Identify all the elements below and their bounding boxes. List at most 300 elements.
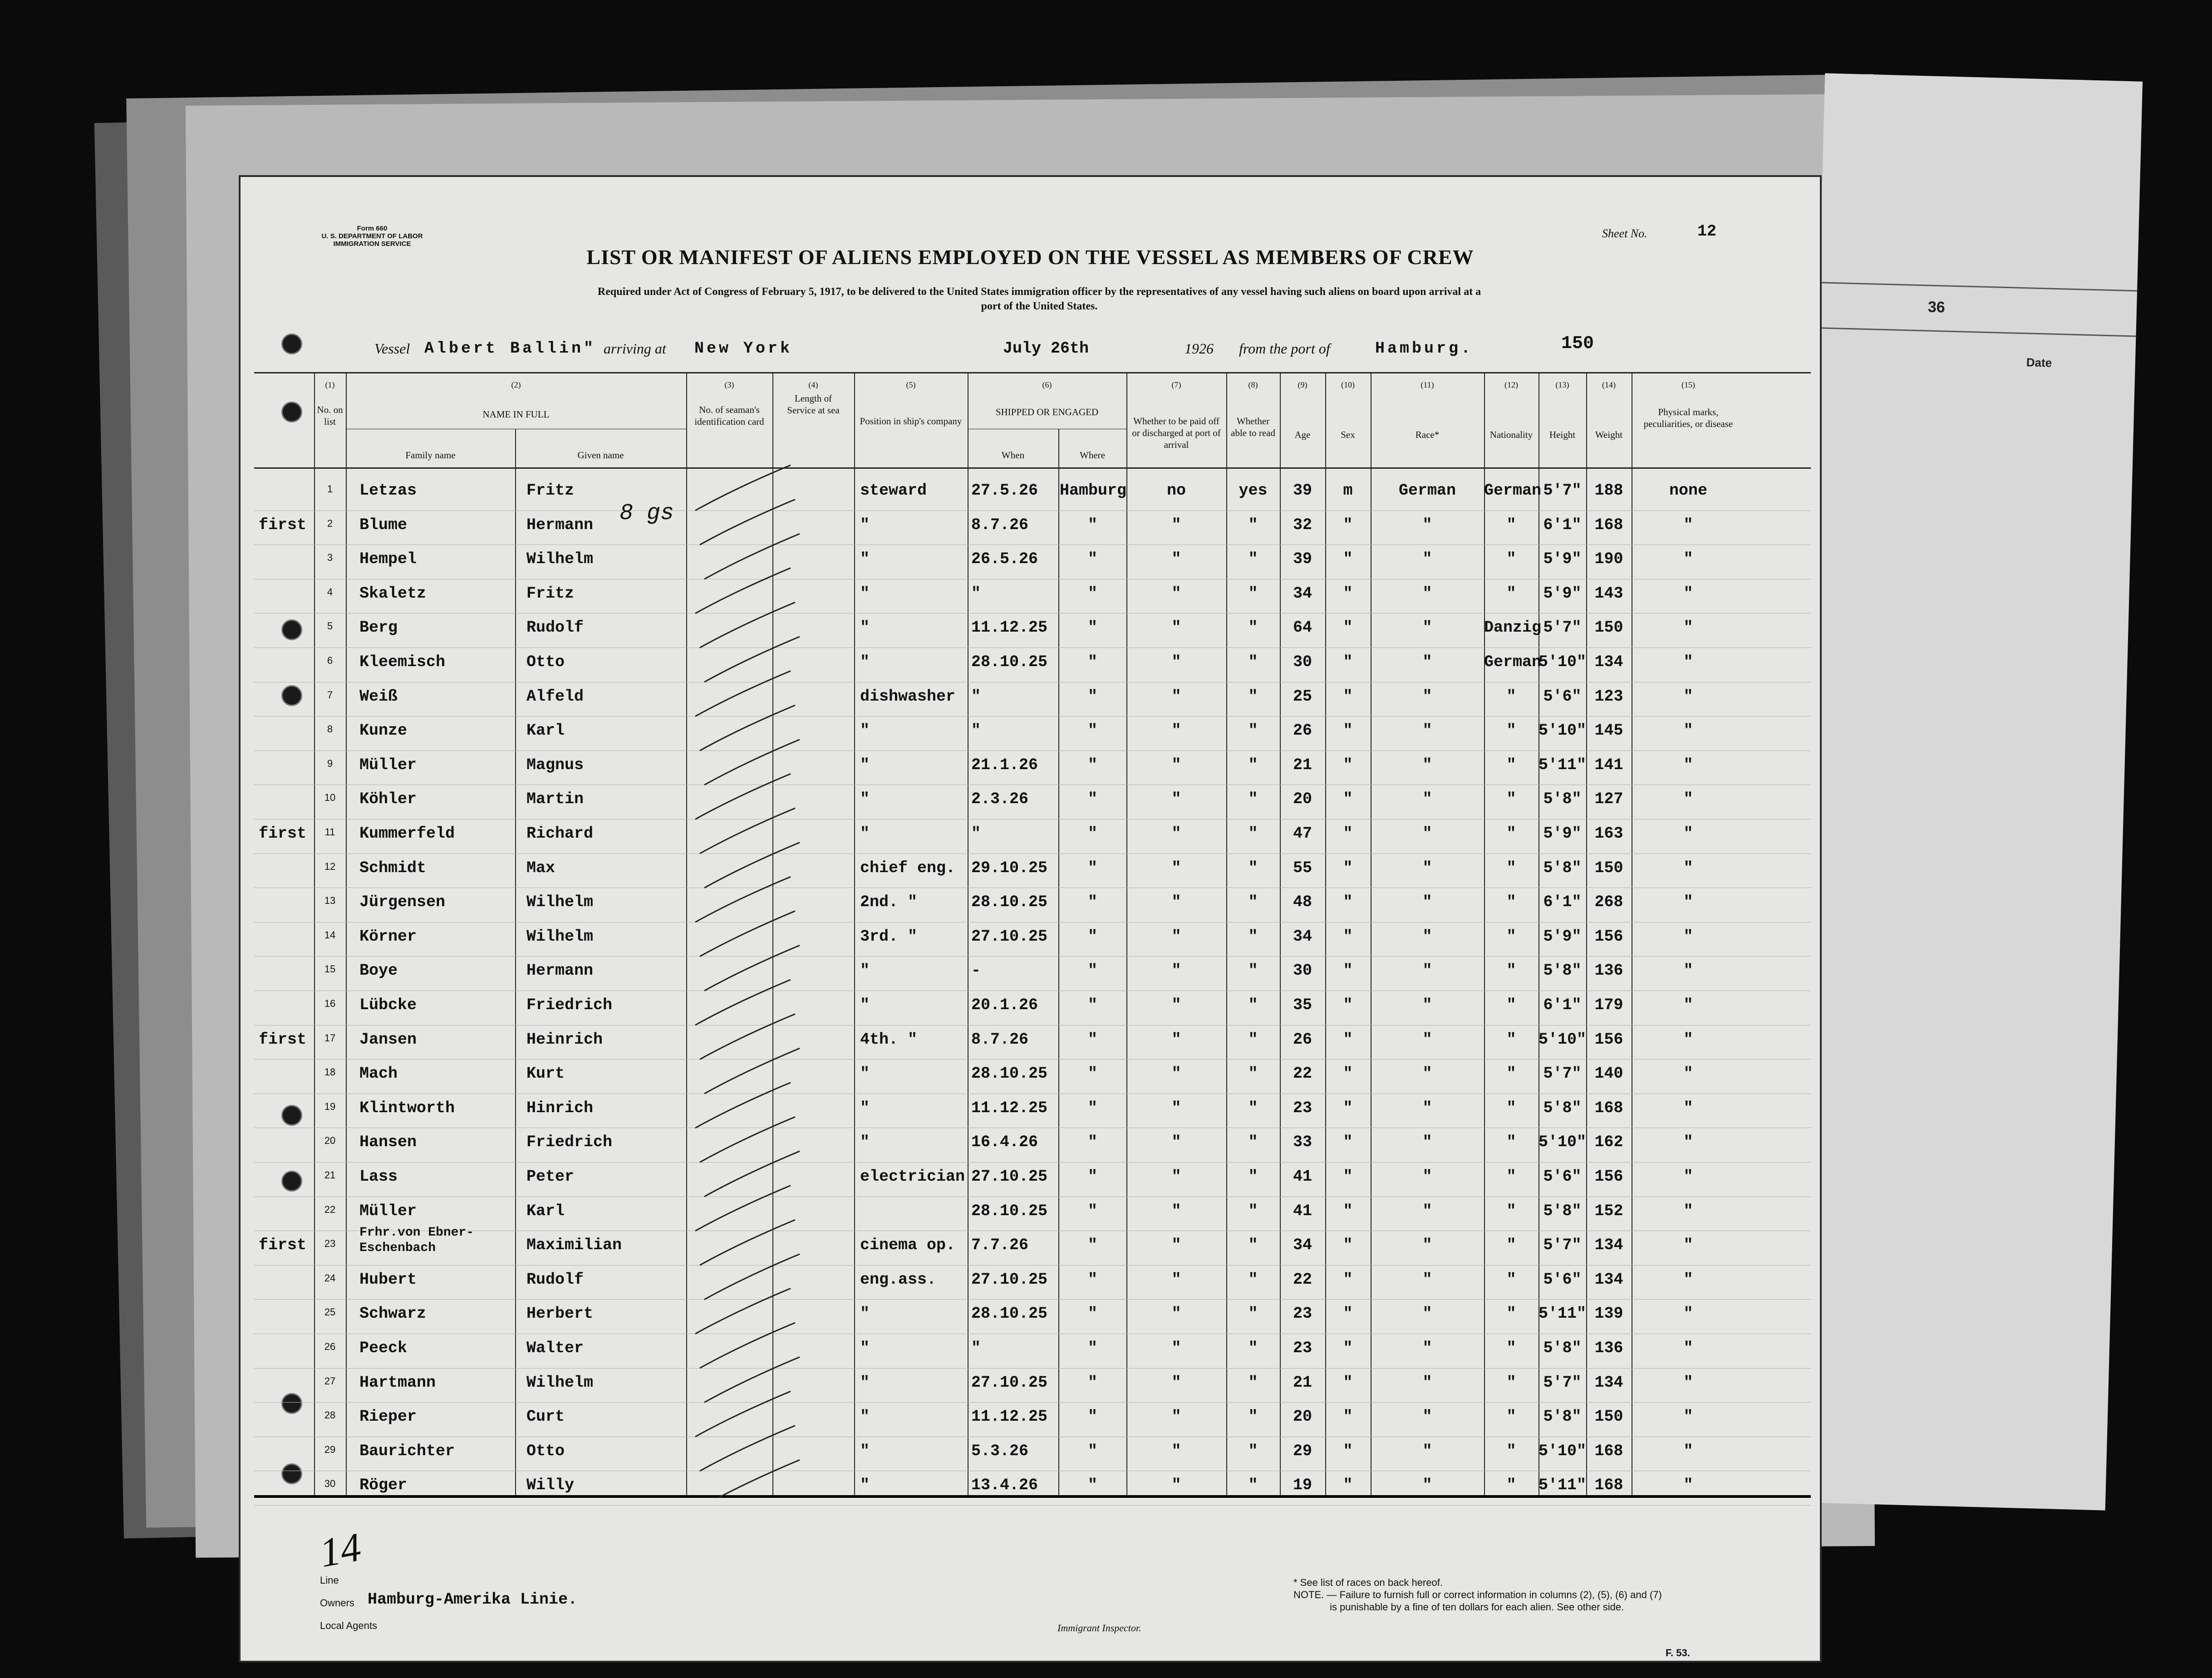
family-name-cell: Köhler: [359, 790, 417, 809]
shipped-when-cell: 5.3.26: [971, 1442, 1029, 1460]
race-cell: ": [1422, 927, 1432, 946]
row-number-cell: 22: [324, 1203, 336, 1215]
family-name-cell: Kunze: [359, 721, 408, 740]
nationality-cell: ": [1506, 1236, 1516, 1255]
height-cell: 5'7": [1543, 618, 1582, 637]
nationality-cell: ": [1506, 1339, 1516, 1357]
nationality-cell: ": [1506, 962, 1516, 980]
row-number-cell: 4: [327, 586, 333, 598]
given-name-cell: Richard: [526, 824, 594, 843]
sex-cell: ": [1343, 1065, 1353, 1083]
sex-cell: ": [1343, 790, 1353, 809]
race-cell: ": [1422, 1236, 1432, 1255]
punch-hole: [281, 402, 302, 422]
shipped-where-cell: ": [1087, 550, 1097, 569]
pen-stroke: [700, 911, 795, 957]
passenger-count: 150: [1561, 334, 1594, 354]
sheet-number: 12: [1697, 222, 1717, 240]
shipped-where-cell: ": [1087, 1030, 1097, 1049]
sex-cell: ": [1343, 996, 1353, 1014]
nationality-cell: ": [1506, 1408, 1516, 1426]
age-cell: 39: [1293, 550, 1312, 569]
given-name-cell: Karl: [526, 1202, 565, 1220]
family-name-cell: Müller: [359, 756, 417, 774]
form-title: LIST OR MANIFEST OF ALIENS EMPLOYED ON THE VESSEL AS MEMBERS OF CREW: [586, 245, 1474, 269]
sex-cell: ": [1343, 893, 1353, 912]
family-name-cell: Röger: [359, 1476, 408, 1495]
col-8-number: (8): [1248, 380, 1258, 389]
shipped-when-cell: 11.12.25: [971, 1408, 1048, 1426]
age-cell: 48: [1293, 893, 1312, 912]
row-number-cell: 30: [324, 1478, 336, 1490]
weight-cell: 156: [1594, 1030, 1623, 1049]
col-4-header: Length of Service at sea: [787, 393, 840, 416]
sex-cell: ": [1343, 1133, 1353, 1152]
shipped-when-cell: 2.3.26: [971, 790, 1029, 809]
sex-cell: ": [1343, 1030, 1353, 1049]
weight-cell: 140: [1594, 1065, 1623, 1083]
pen-stroke: [700, 808, 795, 854]
row-number-cell: 11: [324, 826, 335, 838]
given-name-cell: Hinrich: [526, 1099, 594, 1117]
weight-cell: 143: [1594, 584, 1623, 603]
col-10-header: Sex: [1341, 429, 1355, 440]
age-cell: 20: [1293, 790, 1312, 809]
physical-marks-cell: ": [1683, 1476, 1693, 1495]
line-label: Line: [320, 1575, 339, 1586]
race-cell: ": [1422, 584, 1432, 603]
given-name-cell: Rudolf: [526, 1270, 584, 1289]
paid-off-cell: ": [1171, 1408, 1181, 1426]
nationality-cell: ": [1506, 927, 1516, 946]
weight-cell: 134: [1594, 653, 1623, 671]
nationality-cell: ": [1506, 996, 1516, 1014]
family-name-cell: Blume: [359, 515, 408, 534]
paid-off-cell: ": [1171, 790, 1181, 809]
table-row: [241, 1130, 1820, 1165]
weight-cell: 134: [1594, 1236, 1623, 1255]
physical-marks-cell: ": [1683, 1168, 1693, 1186]
race-cell: ": [1422, 1030, 1432, 1049]
row-number-cell: 23: [324, 1238, 336, 1250]
penalty-note-line-1: NOTE. — Failure to furnish full or correct information in columns (2), (5), (6) and (7): [1293, 1589, 1662, 1600]
col-14-header: Weight: [1595, 429, 1623, 440]
height-cell: 5'8": [1543, 1202, 1582, 1220]
height-cell: 5'10": [1539, 1133, 1587, 1152]
shipped-when-cell: ": [971, 824, 981, 843]
given-name-cell: Otto: [526, 1442, 565, 1460]
row-number-cell: 1: [327, 483, 333, 495]
paid-off-cell: ": [1171, 893, 1181, 912]
row-number-cell: 6: [327, 655, 333, 666]
race-cell: ": [1422, 618, 1432, 637]
shipped-where-cell: ": [1087, 1442, 1097, 1460]
race-cell: ": [1422, 687, 1432, 706]
row-number-cell: 3: [327, 552, 333, 564]
form-subtitle-line-2: port of the United States.: [981, 300, 1098, 312]
shipped-where-cell: ": [1087, 687, 1097, 706]
family-name-cell: Hubert: [359, 1270, 417, 1289]
shipped-when-cell: 28.10.25: [971, 1065, 1048, 1083]
position-cell: dishwasher: [860, 687, 956, 706]
sex-cell: ": [1343, 1099, 1353, 1117]
weight-cell: 136: [1594, 1339, 1623, 1357]
weight-cell: 168: [1594, 1099, 1623, 1117]
race-cell: ": [1422, 962, 1432, 980]
table-row: [241, 1165, 1820, 1199]
pen-stroke: [704, 1460, 800, 1497]
age-cell: 41: [1293, 1202, 1312, 1220]
able-to-read-cell: ": [1248, 584, 1258, 603]
race-cell: ": [1422, 790, 1432, 809]
pen-stroke: [695, 1186, 791, 1231]
physical-marks-cell: ": [1683, 618, 1693, 637]
weight-cell: 156: [1594, 1168, 1623, 1186]
position-cell: ": [860, 550, 870, 569]
race-cell: ": [1422, 721, 1432, 740]
given-name-cell: Kurt: [526, 1065, 565, 1083]
col-11-number: (11): [1421, 380, 1434, 389]
family-name-cell: Schmidt: [359, 859, 427, 877]
weight-cell: 168: [1594, 515, 1623, 534]
pen-stroke: [704, 740, 800, 785]
table-row: [241, 1439, 1820, 1474]
shipped-where-cell: ": [1087, 1065, 1097, 1083]
position-cell: ": [860, 721, 870, 740]
race-cell: ": [1422, 1133, 1432, 1152]
owners-label: Owners: [320, 1597, 354, 1609]
physical-marks-cell: ": [1683, 687, 1693, 706]
weight-cell: 168: [1594, 1442, 1623, 1460]
table-row: [241, 1028, 1820, 1062]
family-name-cell: Lübcke: [359, 996, 417, 1014]
pen-stroke: [695, 877, 791, 922]
age-cell: 23: [1293, 1339, 1312, 1357]
row-number-cell: 20: [324, 1135, 336, 1147]
shipped-where-cell: ": [1087, 859, 1097, 877]
col-9-number: (9): [1298, 380, 1308, 389]
row-number-cell: 16: [324, 998, 336, 1009]
able-to-read-cell: ": [1248, 996, 1258, 1014]
col-6-header: SHIPPED OR ENGAGED: [995, 407, 1099, 417]
nationality-cell: ": [1506, 584, 1516, 603]
family-name-cell: Peeck: [359, 1339, 408, 1357]
shipped-when-cell: 27.10.25: [971, 1270, 1048, 1289]
col-5-number: (5): [906, 380, 916, 389]
shipped-when-cell: 11.12.25: [971, 1099, 1048, 1117]
race-cell: ": [1422, 1373, 1432, 1392]
col-3-header: No. of seaman's identification card: [694, 404, 764, 427]
paid-off-cell: ": [1171, 1065, 1181, 1083]
col-15-number: (15): [1681, 380, 1695, 389]
race-cell: German: [1398, 481, 1456, 500]
shipped-when-cell: 11.12.25: [971, 618, 1048, 637]
race-cell: ": [1422, 996, 1432, 1014]
family-name-cell: Baurichter: [359, 1442, 455, 1460]
shipped-where-cell: Hamburg: [1060, 481, 1127, 500]
physical-marks-cell: ": [1683, 1133, 1693, 1152]
given-name-cell: Otto: [526, 653, 565, 671]
table-row: [241, 1405, 1820, 1439]
pen-stroke: [700, 1117, 795, 1162]
row-number-cell: 26: [324, 1341, 336, 1352]
col-2-header: NAME IN FULL: [482, 409, 550, 420]
row-number-cell: 25: [324, 1306, 336, 1318]
weight-cell: 156: [1594, 927, 1623, 946]
table-row: [241, 616, 1820, 650]
paid-off-cell: ": [1171, 1270, 1181, 1289]
pen-stroke: [695, 465, 791, 510]
shipped-where-cell: ": [1087, 927, 1097, 946]
weight-cell: 190: [1594, 550, 1623, 569]
col-1-number: (1): [325, 380, 335, 389]
punch-hole: [281, 334, 302, 354]
pen-stroke: [704, 1357, 800, 1403]
row-number-cell: 7: [327, 689, 333, 701]
position-cell: ": [860, 756, 870, 774]
shipped-when-cell: 27.5.26: [971, 481, 1038, 500]
handwritten-line-mark: 14: [316, 1524, 364, 1576]
age-cell: 26: [1293, 1030, 1312, 1049]
family-name-cell: Kummerfeld: [359, 824, 455, 843]
pen-stroke: [695, 980, 791, 1025]
position-cell: ": [860, 1065, 870, 1083]
position-cell: ": [860, 515, 870, 534]
shipped-where-cell: ": [1087, 653, 1097, 671]
table-row: [241, 547, 1820, 582]
sex-cell: ": [1343, 1305, 1353, 1323]
family-name-cell: Weiß: [359, 687, 398, 706]
age-cell: 22: [1293, 1065, 1312, 1083]
physical-marks-cell: ": [1683, 1030, 1693, 1049]
sex-cell: ": [1343, 1476, 1353, 1495]
sex-cell: ": [1343, 618, 1353, 637]
age-cell: 21: [1293, 1373, 1312, 1392]
position-cell: electrician: [860, 1168, 965, 1186]
given-name-cell: Friedrich: [526, 996, 613, 1014]
given-name-cell: Wilhelm: [526, 550, 594, 569]
arrival-year: 1926: [1185, 340, 1214, 357]
physical-marks-cell: ": [1683, 584, 1693, 603]
row-number-cell: 17: [324, 1032, 336, 1044]
height-cell: 5'11": [1539, 1305, 1587, 1323]
age-cell: 26: [1293, 721, 1312, 740]
weight-cell: 163: [1594, 824, 1623, 843]
paid-off-cell: ": [1171, 1442, 1181, 1460]
vessel-label: Vessel: [374, 340, 410, 357]
height-cell: 6'1": [1543, 996, 1582, 1014]
row-number-cell: 10: [324, 792, 336, 804]
physical-marks-cell: ": [1683, 550, 1693, 569]
able-to-read-cell: ": [1248, 1442, 1258, 1460]
col-6-number: (6): [1042, 380, 1052, 389]
arrival-date: July 26th: [1003, 339, 1089, 358]
pen-stroke: [695, 671, 791, 716]
weight-cell: 134: [1594, 1270, 1623, 1289]
family-name-cell: Skaletz: [359, 584, 427, 603]
row-number-cell: 2: [327, 517, 333, 529]
table-row: [241, 753, 1820, 788]
sex-cell: ": [1343, 1339, 1353, 1357]
height-cell: 5'7": [1543, 481, 1582, 500]
table-top-rule: [254, 372, 1811, 373]
arriving-at-label: arriving at: [604, 340, 666, 357]
shipped-when-cell: 13.4.26: [971, 1476, 1038, 1495]
nationality-cell: ": [1506, 756, 1516, 774]
col-9-header: Age: [1294, 429, 1311, 440]
row-number-cell: 19: [324, 1100, 336, 1112]
col-12-number: (12): [1504, 380, 1518, 389]
height-cell: 5'9": [1543, 927, 1582, 946]
shipped-when-cell: ": [971, 687, 981, 706]
age-cell: 39: [1293, 481, 1312, 500]
shipped-when-cell: ": [971, 1339, 981, 1357]
paid-off-cell: ": [1171, 687, 1181, 706]
race-cell: ": [1422, 1065, 1432, 1083]
height-cell: 5'6": [1543, 687, 1582, 706]
family-name-cell: Berg: [359, 618, 398, 637]
age-cell: 29: [1293, 1442, 1312, 1460]
shipped-when-cell: 27.10.25: [971, 927, 1048, 946]
given-name-cell: Karl: [526, 721, 565, 740]
nationality-cell: ": [1506, 721, 1516, 740]
age-cell: 30: [1293, 962, 1312, 980]
paid-off-cell: ": [1171, 1236, 1181, 1255]
table-row: [241, 1096, 1820, 1131]
department-name: U. S. DEPARTMENT OF LABOR: [321, 232, 423, 240]
able-to-read-cell: ": [1248, 1476, 1258, 1495]
col-15-header: Physical marks, peculiarities, or disease: [1643, 407, 1733, 429]
arrival-port: New York: [694, 339, 793, 358]
table-row: [241, 822, 1820, 856]
col-7-number: (7): [1171, 380, 1181, 389]
shipped-where-cell: ": [1087, 584, 1097, 603]
weight-cell: 127: [1594, 790, 1623, 809]
sex-cell: ": [1343, 687, 1353, 706]
table-row: [241, 1473, 1820, 1508]
shipped-when-cell: 28.10.25: [971, 893, 1048, 912]
weight-cell: 141: [1594, 756, 1623, 774]
height-cell: 5'8": [1543, 962, 1582, 980]
sex-cell: ": [1343, 515, 1353, 534]
physical-marks-cell: ": [1683, 1373, 1693, 1392]
paid-off-cell: ": [1171, 1099, 1181, 1117]
able-to-read-cell: ": [1248, 1133, 1258, 1152]
height-cell: 5'8": [1543, 1408, 1582, 1426]
able-to-read-cell: yes: [1239, 481, 1268, 500]
physical-marks-cell: ": [1683, 1305, 1693, 1323]
position-cell: ": [860, 1099, 870, 1117]
weight-cell: 268: [1594, 893, 1623, 912]
shipped-where-cell: ": [1087, 756, 1097, 774]
pen-stroke: [700, 1220, 795, 1265]
physical-marks-cell: ": [1683, 515, 1693, 534]
height-cell: 5'6": [1543, 1270, 1582, 1289]
able-to-read-cell: ": [1248, 653, 1258, 671]
table-row: [241, 787, 1820, 822]
physical-marks-cell: ": [1683, 1202, 1693, 1220]
physical-marks-cell: ": [1683, 1099, 1693, 1117]
row-number-cell: 28: [324, 1409, 336, 1421]
position-cell: steward: [860, 481, 927, 500]
paid-off-cell: ": [1171, 618, 1181, 637]
race-cell: ": [1422, 824, 1432, 843]
shipped-where-cell: ": [1087, 996, 1097, 1014]
col-12-header: Nationality: [1489, 429, 1533, 440]
age-cell: 34: [1293, 584, 1312, 603]
position-cell: ": [860, 790, 870, 809]
paid-off-cell: ": [1171, 996, 1181, 1014]
shipped-where-cell: ": [1087, 618, 1097, 637]
physical-marks-cell: ": [1683, 1408, 1693, 1426]
weight-cell: 123: [1594, 687, 1623, 706]
given-name-cell: Rudolf: [526, 618, 584, 637]
age-cell: 20: [1293, 1408, 1312, 1426]
pen-stroke: [704, 1254, 800, 1300]
shipped-when-cell: 29.10.25: [971, 859, 1048, 877]
shipped-where-cell: ": [1087, 1339, 1097, 1357]
family-name-cell: Schwarz: [359, 1305, 427, 1323]
age-cell: 23: [1293, 1099, 1312, 1117]
form-subtitle-line-1: Required under Act of Congress of February 5, 1917, to be delivered to the United States immigration officer by the representatives of any vessel having such aliens on board upon arrival at a: [597, 286, 1481, 298]
paid-off-cell: ": [1171, 859, 1181, 877]
paid-off-cell: ": [1171, 1202, 1181, 1220]
family-name-cell: Müller: [359, 1202, 417, 1220]
nationality-cell: ": [1506, 893, 1516, 912]
physical-marks-cell: ": [1683, 824, 1693, 843]
race-cell: ": [1422, 1305, 1432, 1323]
shipped-when-cell: 26.5.26: [971, 550, 1038, 569]
nationality-cell: ": [1506, 1099, 1516, 1117]
able-to-read-cell: ": [1248, 687, 1258, 706]
paid-off-cell: ": [1171, 550, 1181, 569]
weight-cell: 168: [1594, 1476, 1623, 1495]
given-name-cell: Magnus: [526, 756, 584, 774]
height-cell: 5'9": [1543, 584, 1582, 603]
table-row: [241, 1302, 1820, 1336]
col-10-number: (10): [1341, 380, 1355, 389]
table-row: [241, 1336, 1820, 1371]
sex-cell: ": [1343, 584, 1353, 603]
sex-cell: ": [1343, 653, 1353, 671]
weight-cell: 139: [1594, 1305, 1623, 1323]
race-cell: ": [1422, 1202, 1432, 1220]
row-number-cell: 13: [324, 895, 336, 907]
row-number-cell: 27: [324, 1375, 336, 1387]
family-name-cell: Frhr.von Ebner-Eschenbach: [359, 1226, 474, 1256]
nationality-cell: ": [1506, 790, 1516, 809]
able-to-read-cell: ": [1248, 721, 1258, 740]
departure-port: Hamburg.: [1375, 339, 1474, 358]
family-name-cell: Boye: [359, 962, 398, 980]
adjacent-sheet: [1788, 73, 2143, 1510]
physical-marks-cell: none: [1669, 481, 1707, 500]
height-cell: 6'1": [1543, 893, 1582, 912]
height-cell: 5'11": [1539, 756, 1587, 774]
physical-marks-cell: ": [1683, 790, 1693, 809]
able-to-read-cell: ": [1248, 1373, 1258, 1392]
age-cell: 34: [1293, 927, 1312, 946]
age-cell: 35: [1293, 996, 1312, 1014]
position-cell: ": [860, 996, 870, 1014]
paid-off-cell: ": [1171, 756, 1181, 774]
margin-note: first: [259, 1030, 307, 1049]
paid-off-cell: ": [1171, 1168, 1181, 1186]
physical-marks-cell: ": [1683, 721, 1693, 740]
nationality-cell: ": [1506, 515, 1516, 534]
position-cell: 3rd. ": [860, 927, 918, 946]
shipped-where-cell: ": [1087, 1305, 1097, 1323]
